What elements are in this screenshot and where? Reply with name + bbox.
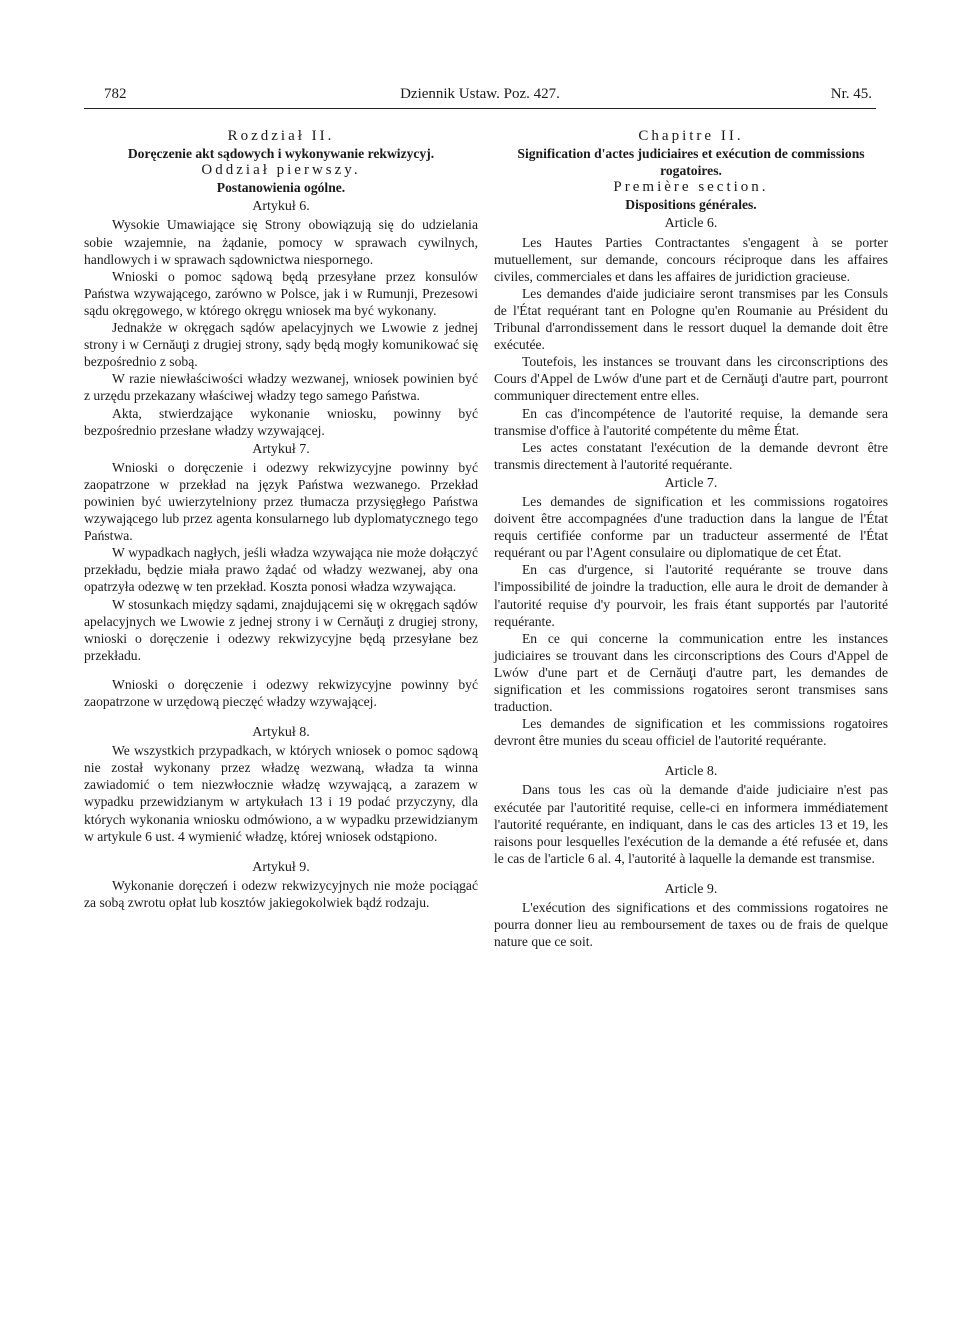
journal-title: Dziennik Ustaw. Poz. 427. bbox=[400, 86, 560, 102]
article-8-heading: Artykuł 8. bbox=[252, 725, 310, 741]
page-header bbox=[84, 86, 876, 106]
paragraph: En cas d'incompétence de l'autorité requise, la demande sera transmise d'office à l'autorité compétente du même État. bbox=[494, 405, 888, 438]
section-title: Dispositions générales. bbox=[625, 197, 757, 213]
paragraph: Toutefois, les instances se trouvant dans les circonscriptions des Cours d'Appel de Lwów d'une part et de Cernăuţi d'autre part, pourront communiquer directement entre elles. bbox=[494, 354, 888, 404]
article-7-heading: Article 7. bbox=[664, 475, 718, 491]
paragraph: Les demandes d'aide judiciaire seront transmises par les Consuls de l'État requérant tant en Pologne qu'en Roumanie au Président du Tribunal d'arrondissement dans le ressort duquel la demande doit être exécutée. bbox=[494, 285, 888, 353]
paragraph: Les demandes de signification et les commissions rogatoires doivent être accompagnées d'une traduction dans la langue de l'État requis certifiée conforme par un traducteur assermenté de l'État requérant ou par l'Agent consulaire ou diplomatique de cet État. bbox=[494, 493, 888, 561]
article-6-heading: Article 6. bbox=[664, 216, 718, 232]
paragraph: En ce qui concerne la communication entre les instances judiciaires se trouvant dans les circonscriptions des Cours d'Appel de Lwów d'une part et de Cernăuţi d'autre part, les demandes de signification et les commissions rogatoires seront transmises sans traduction. bbox=[494, 630, 888, 715]
header-rule bbox=[84, 108, 876, 109]
paragraph: Wnioski o doręczenie i odezwy rekwizycyjne powinny być zaopatrzone w urzędową pieczęć władzy wzywającej. bbox=[84, 676, 478, 709]
chapter-title: Doręczenie akt sądowych i wykonywanie rekwizycyj. bbox=[127, 146, 435, 162]
page-number: 782 bbox=[104, 86, 127, 102]
article-8-heading: Article 8. bbox=[664, 764, 718, 780]
chapter-heading: Chapitre II. bbox=[638, 128, 744, 144]
paragraph: W stosunkach między sądami, znajdującemi się w okręgach sądów apelacyjnych we Lwowie z jednej strony i w Cernăuţi z drugiej strony, wnioski o doręczenie i odezwy rekwizycyjne będą przesyłane bez przekładu. bbox=[84, 596, 478, 663]
paragraph: W razie niewłaściwości władzy wezwanej, wniosek powinien być z urzędu przekazany właściwej władzy tego samego Państwa. bbox=[84, 371, 478, 404]
paragraph: Wnioski o pomoc sądową będą przesyłane przez konsulów Państwa wzywającego, zarówno w Polsce, jak i w Rumunji, Prezesowi sądu okręgowego, w którego okręgu wniosek ma być wykonany. bbox=[84, 268, 478, 318]
paragraph: L'exécution des significations et des commissions rogatoires ne pourra donner lieu au remboursement de taxes ou de frais de quelque nature que ce soit. bbox=[494, 900, 888, 950]
paragraph: Les demandes de signification et les commissions rogatoires devront être munies du sceau officiel de l'autorité requérante. bbox=[494, 716, 888, 749]
paragraph: We wszystkich przypadkach, w których wniosek o pomoc sądową nie został wykonany przez władzę wezwaną, władza ta winna zawiadomić o tem niezwłocznie władzę wzywającą, a zarazem w wypadku przewidzianym w artykułach 13 i 19 podać przyczyny, dla których wykonania wniosku odmówiono, a w wypadku przewidzianym w artykule 6 ust. 4 wymienić władzę, której wniosek odstąpiono. bbox=[84, 743, 478, 844]
section-heading: Oddział pierwszy. bbox=[201, 162, 361, 179]
paragraph: Wysokie Umawiające się Strony obowiązują się do udzielania sobie wzajemnie, na żądanie, pomocy w sprawach cywilnych, handlowych i w sprawach sądownictwa niespornego. bbox=[84, 217, 478, 267]
paragraph: W wypadkach nagłych, jeśli władza wzywająca nie może dołączyć przekładu, będzie miała prawo żądać od władzy wezwanej, aby ona opatrzyła odezwę w ten przekład. Koszta ponosi władza wzywająca. bbox=[84, 545, 478, 595]
article-6-heading: Artykuł 6. bbox=[252, 199, 310, 215]
paragraph: Les actes constatant l'exécution de la demande devront être transmis directement à l'autorité requérante. bbox=[494, 439, 888, 472]
section-title: Postanowienia ogólne. bbox=[216, 180, 346, 196]
paragraph: Akta, stwierdzające wykonanie wniosku, powinny być bezpośrednio przesłane władzy wzywającej. bbox=[84, 405, 478, 438]
article-9-heading: Artykuł 9. bbox=[252, 859, 310, 875]
article-7-heading: Artykuł 7. bbox=[252, 441, 310, 457]
paragraph: En cas d'urgence, si l'autorité requérante se trouve dans l'impossibilité de joindre la traduction, elle aura le droit de demander à l'autorité requise d'y pourvoir, les frais étant supportés par l'autorité requérante. bbox=[494, 562, 888, 629]
french-column bbox=[494, 128, 888, 950]
paragraph: Dans tous les cas où la demande d'aide judiciaire n'est pas exécutée par l'autoritité requise, celle-ci en informera immédiatement l'autorité requérante, en indiquant, dans le cas des articles 13 et 19, les raisons pour lesquelles l'exécution de la demande a été refusée et, dans le cas de l'article 6 al. 4, l'autorité à laquelle la demande est transmise. bbox=[494, 782, 888, 866]
article-9-heading: Article 9. bbox=[664, 881, 718, 897]
paragraph: Jednakże w okręgach sądów apelacyjnych we Lwowie z jednej strony i w Cernăuţi z drugiej strony, sądy będą mogły komunikować się bezpośrednio z sobą. bbox=[84, 320, 478, 370]
issue-number: Nr. 45. bbox=[830, 86, 872, 102]
polish-column bbox=[84, 128, 478, 911]
section-heading: Première section. bbox=[613, 179, 769, 196]
paragraph: Wnioski o doręczenie i odezwy rekwizycyjne powinny być zaopatrzone w przekład na język Państwa wezwanego. Przekład powinien być uwierzytelniony przez tłumacza przysięgłego Państwa wzywającego lub przez agenta konsularnego lub dyplomatycznego tego Państwa. bbox=[84, 459, 478, 544]
paragraph: Les Hautes Parties Contractantes s'engagent à se porter mutuellement, sur demande, concours réciproque dans les affaires civiles, commerciales et dans les affaires de juridiction gracieuse. bbox=[494, 234, 888, 284]
chapter-heading: Rozdział II. bbox=[227, 128, 335, 144]
paragraph: Wykonanie doręczeń i odezw rekwizycyjnych nie może pociągać za sobą zwrotu opłat lub kosztów jakiegokolwiek bądź rodzaju. bbox=[84, 877, 478, 910]
chapter-title: Signification d'actes judiciaires et exécution de commissions rogatoires. bbox=[517, 146, 865, 179]
